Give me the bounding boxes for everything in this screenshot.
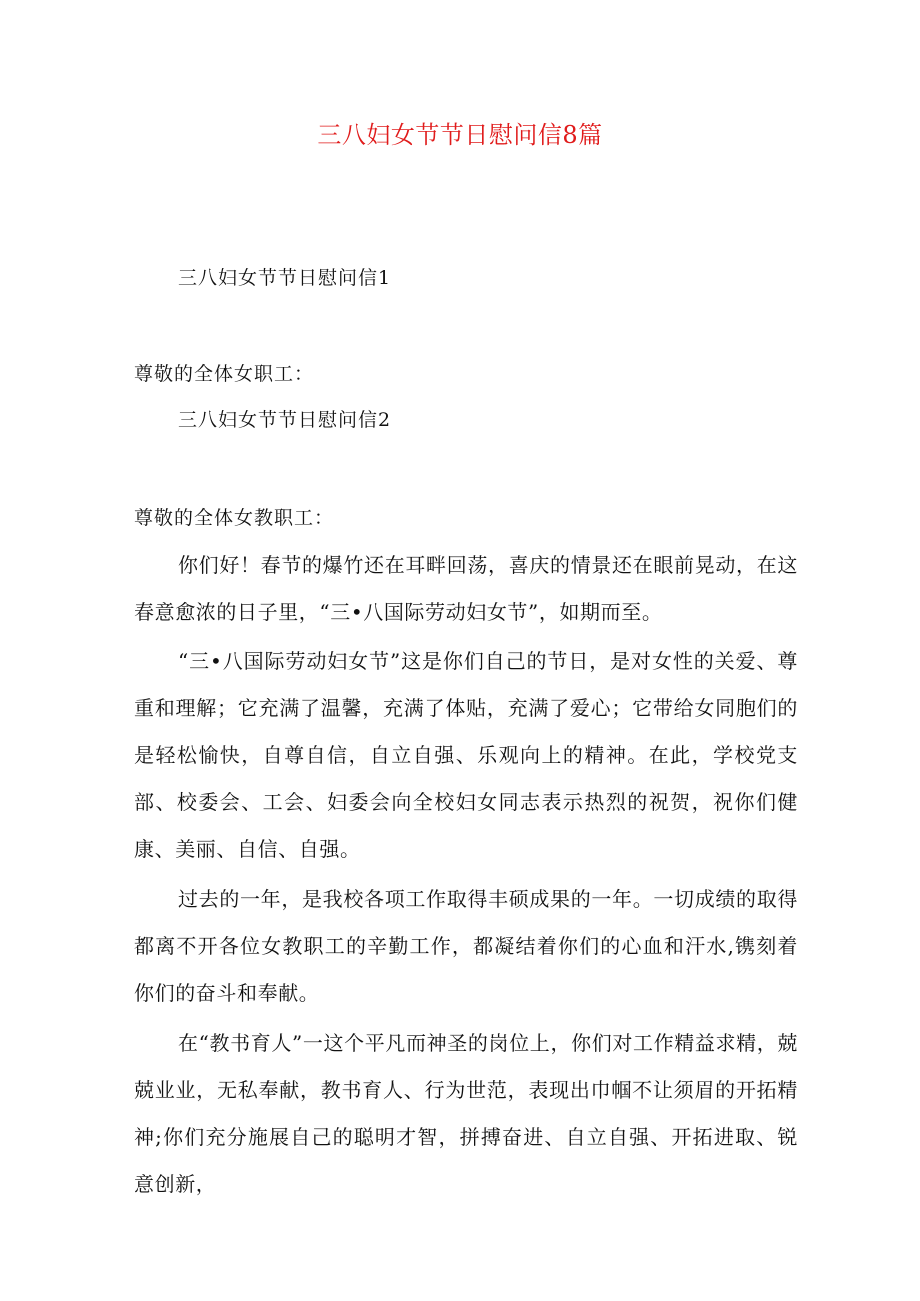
letter-1-salutation: 尊敬的全体女职工： (134, 363, 315, 385)
letter-2-paragraph-4: 在“教书育人”一这个平凡而神圣的岗位上，你们对工作精益求精，兢兢业业，无私奉献，教书育人、行为世范，表现出巾帼不让须眉的开拓精神;你们充分施展自己的聪明才智，拼搏奋进、自立自强、开拓进取、锐意创新， (134, 1031, 798, 1196)
document-title: 三八妇女节节日慰问信8篇 (317, 121, 603, 149)
letter-2-paragraph-3: 过去的一年，是我校各项工作取得丰硕成果的一年。一切成绩的取得都离不开各位女教职工的辛勤工作，都凝结着你们的心血和汗水,镌刻着你们的奋斗和奉献。 (134, 887, 798, 1005)
letter-1-heading: 三八妇女节节日慰问信1 (178, 267, 392, 289)
letter-2-paragraph-1: 你们好！春节的爆竹还在耳畔回荡，喜庆的情景还在眼前晃动，在这春意愈浓的日子里，“三•八国际劳动妇女节”，如期而至。 (134, 553, 798, 624)
letter-2-salutation: 尊敬的全体女教职工： (134, 507, 335, 529)
letter-2-paragraph-2: “三•八国际劳动妇女节”这是你们自己的节日，是对女性的关爱、尊重和理解；它充满了温馨，充满了体贴，充满了爱心；它带给女同胞们的是轻松愉快，自尊自信，自立自强、乐观向上的精神。在此，学校党支部、校委会、工会、妇委会向全校妇女同志表示热烈的祝贺，祝你们健康、美丽、自信、自强。 (134, 649, 798, 861)
letter-2-heading: 三八妇女节节日慰问信2 (178, 409, 392, 431)
